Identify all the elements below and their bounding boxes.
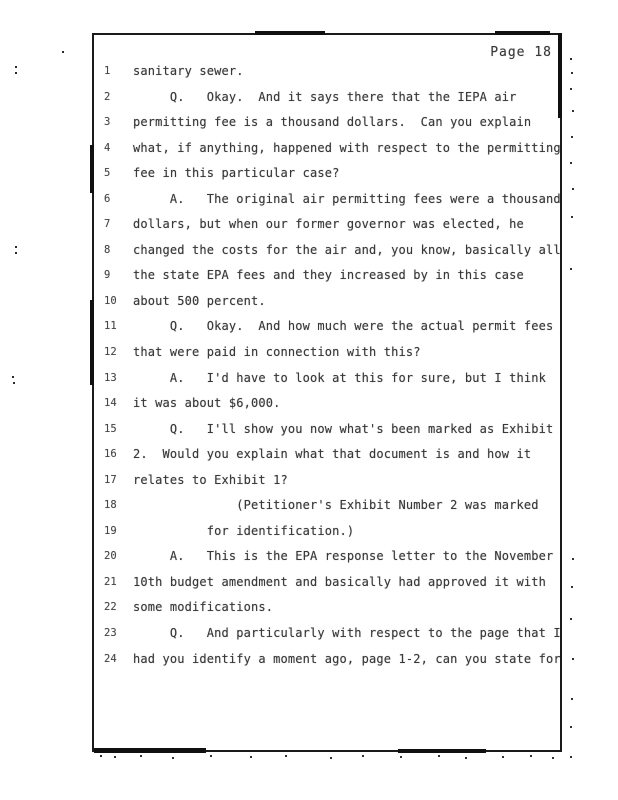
line-text: 2. Would you explain what that document is and how it	[133, 447, 532, 462]
line-number: 20	[104, 550, 117, 563]
transcript-line	[94, 595, 560, 621]
transcript-line	[94, 59, 560, 85]
page-number-label: Page 18	[490, 45, 552, 60]
line-text: dollars, but when our former governor was elected, he	[133, 217, 524, 232]
line-number: 14	[104, 397, 117, 410]
scan-speck	[15, 246, 17, 248]
transcript-line	[94, 136, 560, 162]
transcript-line	[94, 187, 560, 213]
line-number: 15	[104, 422, 117, 435]
line-text: sanitary sewer.	[133, 64, 244, 78]
transcript-line	[94, 340, 560, 366]
line-text: Q. Okay. And how much were the actual permit fees	[133, 319, 554, 334]
transcript-line	[94, 468, 560, 494]
transcript-line	[94, 621, 560, 647]
line-text: changed the costs for the air and, you know, basically all	[133, 242, 561, 257]
transcript-line	[94, 493, 560, 519]
transcript-line	[94, 110, 560, 136]
line-text: 10th budget amendment and basically had approved it with	[133, 574, 546, 589]
scan-blotch	[94, 748, 206, 753]
line-number: 24	[104, 652, 117, 665]
line-text: fee in this particular case?	[133, 166, 340, 181]
transcript-line	[94, 570, 560, 596]
line-text: it was about $6,000.	[133, 396, 281, 411]
line-text: some modifications.	[133, 600, 274, 615]
line-number: 6	[104, 192, 111, 205]
scan-blotch	[495, 31, 550, 35]
line-number: 4	[104, 141, 111, 154]
transcript-line	[94, 417, 560, 443]
transcript-line	[94, 442, 560, 468]
transcript-line	[94, 289, 560, 315]
scan-blotch	[90, 300, 94, 385]
line-text: Q. Okay. And it says there that the IEPA air	[133, 89, 517, 104]
line-number: 21	[104, 575, 117, 588]
line-number: 18	[104, 499, 117, 512]
line-number: 22	[104, 601, 117, 614]
line-number: 10	[104, 294, 117, 307]
transcript-line	[94, 212, 560, 238]
line-number: 8	[104, 243, 111, 256]
transcript-line	[94, 519, 560, 545]
transcript-line	[94, 544, 560, 570]
scan-blotch	[90, 145, 94, 193]
scan-speck	[12, 376, 14, 378]
scan-blotch	[558, 33, 562, 118]
transcript-line	[94, 314, 560, 340]
scan-blotch	[255, 31, 325, 35]
line-text: permitting fee is a thousand dollars. Can you explain	[133, 115, 532, 130]
line-number: 9	[104, 269, 111, 282]
line-number: 12	[104, 346, 117, 359]
page-border-frame	[92, 33, 562, 752]
line-number: 23	[104, 627, 117, 640]
line-number: 5	[104, 167, 111, 180]
transcript-line	[94, 263, 560, 289]
line-number: 16	[104, 448, 117, 461]
line-text: A. I'd have to look at this for sure, but I think	[133, 370, 546, 385]
line-number: 7	[104, 218, 111, 231]
line-text: A. The original air permitting fees were a thousand	[133, 191, 561, 206]
transcript-line	[94, 161, 560, 187]
line-text: the state EPA fees and they increased by in this case	[133, 268, 524, 283]
line-text: Q. And particularly with respect to the page that I	[133, 626, 561, 641]
line-number: 17	[104, 473, 117, 486]
scan-speck	[570, 58, 572, 60]
scan-speck	[15, 66, 17, 68]
transcript-line	[94, 238, 560, 264]
line-text: Q. I'll show you now what's been marked as Exhibit	[133, 421, 554, 436]
scan-speck	[62, 51, 64, 53]
line-text: (Petitioner's Exhibit Number 2 was marked	[133, 498, 539, 513]
line-text: for identification.)	[133, 523, 355, 538]
line-number: 13	[104, 371, 117, 384]
line-text: about 500 percent.	[133, 293, 266, 308]
line-number: 2	[104, 90, 111, 103]
line-text: relates to Exhibit 1?	[133, 472, 288, 487]
line-text: had you identify a moment ago, page 1-2, can you state for	[133, 651, 561, 666]
transcript-line	[94, 85, 560, 111]
line-text: A. This is the EPA response letter to the November	[133, 549, 554, 564]
transcript-body	[94, 59, 560, 672]
line-text: that were paid in connection with this?	[133, 345, 421, 360]
scan-blotch	[398, 749, 486, 753]
transcript-line	[94, 366, 560, 392]
line-number: 3	[104, 116, 111, 129]
line-text: what, if anything, happened with respect to the permitting	[133, 140, 561, 155]
transcript-line	[94, 647, 560, 673]
line-number: 1	[104, 65, 111, 77]
line-number: 19	[104, 524, 117, 537]
line-number: 11	[104, 320, 117, 333]
scan-speck	[100, 755, 102, 757]
transcript-line	[94, 391, 560, 417]
